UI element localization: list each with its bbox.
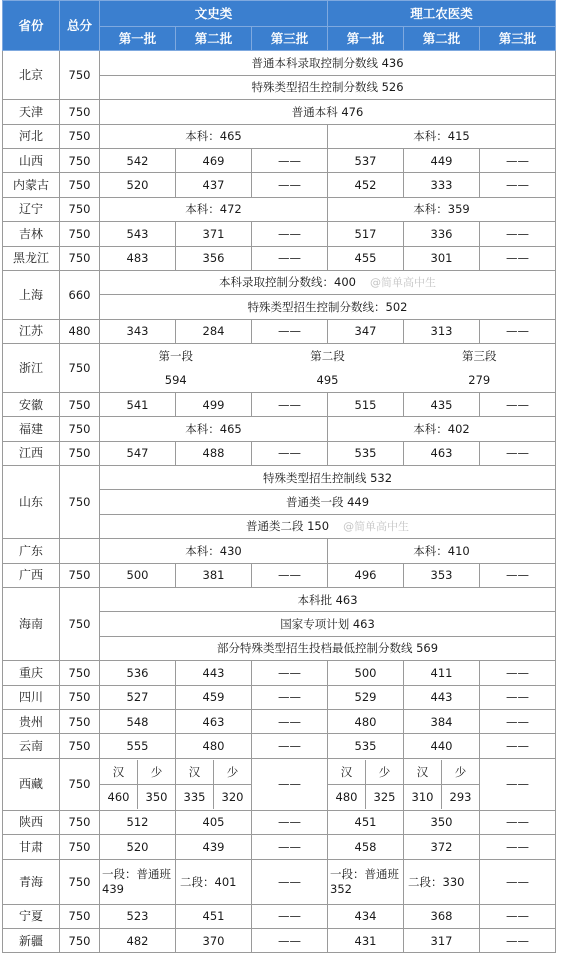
table-row: [3, 197, 556, 221]
score-shao: 350: [138, 784, 176, 808]
province-cell: 山东: [3, 466, 60, 539]
score-cell: 301: [404, 246, 480, 270]
table-row: [3, 758, 556, 810]
merged-cell: 部分特殊类型招生投档最低控制分数线 569: [100, 636, 556, 660]
total-cell: [60, 539, 100, 563]
table-row: [3, 222, 556, 246]
score-cell: 536: [100, 661, 176, 685]
score-cell: ——: [480, 904, 556, 928]
header-batch: 第一批: [100, 27, 176, 51]
province-cell: 云南: [3, 734, 60, 758]
score-cell: ——: [480, 319, 556, 343]
header-batch: 第一批: [328, 27, 404, 51]
segment-value: 594: [100, 368, 252, 392]
total-cell: 750: [60, 441, 100, 465]
segment-label: 第一段: [100, 344, 252, 368]
total-cell: 750: [60, 100, 100, 124]
table-row: [3, 539, 556, 563]
province-cell: 江西: [3, 441, 60, 465]
score-cell: 437: [176, 173, 252, 197]
total-cell: 750: [60, 417, 100, 441]
province-cell: 海南: [3, 587, 60, 660]
score-cell: 434: [328, 904, 404, 928]
merged-cell: 国家专项计划 463: [100, 612, 556, 636]
score-cell: ——: [480, 835, 556, 859]
total-cell: 750: [60, 734, 100, 758]
score-cell: 555: [100, 734, 176, 758]
total-cell: 750: [60, 709, 100, 733]
score-cell: 451: [328, 810, 404, 834]
merged-cell-text: 普通类二段 150: [245, 519, 330, 533]
province-cell: 福建: [3, 417, 60, 441]
table-row: [3, 148, 556, 172]
score-cell: ——: [480, 709, 556, 733]
score-cell: 333: [404, 173, 480, 197]
total-cell: 750: [60, 587, 100, 660]
score-cell: 443: [176, 661, 252, 685]
nested-cell: [176, 758, 252, 810]
total-cell: 750: [60, 466, 100, 539]
table-row: [3, 441, 556, 465]
score-cell: 435: [404, 392, 480, 416]
score-cell: ——: [480, 758, 556, 810]
score-cell: 443: [404, 685, 480, 709]
score-cell: 535: [328, 734, 404, 758]
score-cell: 543: [100, 222, 176, 246]
total-cell: 750: [60, 758, 100, 810]
score-cell: 496: [328, 563, 404, 587]
score-cell: ——: [252, 319, 328, 343]
header-total: 总分: [60, 1, 100, 51]
table-row: [3, 685, 556, 709]
score-cell: 284: [176, 319, 252, 343]
merged-cell: 本科：465: [100, 124, 328, 148]
score-shao: 320: [214, 784, 252, 808]
segment-label: 第二段: [252, 344, 404, 368]
table-row: [3, 417, 556, 441]
score-cell: 463: [176, 709, 252, 733]
table-row: [3, 709, 556, 733]
merged-cell: 本科：415: [328, 124, 556, 148]
total-cell: 750: [60, 344, 100, 393]
score-han: 460: [107, 789, 130, 804]
merged-cell: 特殊类型招生控制分数线 526: [100, 75, 556, 99]
table-header: [3, 1, 556, 51]
total-cell: 750: [60, 246, 100, 270]
score-cell: 452: [328, 173, 404, 197]
score-cell: 449: [404, 148, 480, 172]
score-cell: 343: [100, 319, 176, 343]
total-cell: 750: [60, 51, 100, 100]
header-group-li: 理工农医类: [328, 1, 556, 27]
score-cell: 527: [100, 685, 176, 709]
table-row: [3, 246, 556, 270]
watermark: @简单高中生: [369, 276, 436, 290]
score-cell: ——: [252, 246, 328, 270]
merged-cell: 本科：465: [100, 417, 328, 441]
province-cell: 辽宁: [3, 197, 60, 221]
total-cell: 480: [60, 319, 100, 343]
score-cell: ——: [252, 810, 328, 834]
segment-label: 第三段: [404, 344, 556, 368]
score-cell: ——: [480, 734, 556, 758]
table-row: [3, 319, 556, 343]
score-cell: ——: [252, 563, 328, 587]
table-row: [3, 928, 556, 952]
score-cell: 二段：401: [176, 859, 252, 904]
merged-cell: 本科：359: [328, 197, 556, 221]
score-cell: 500: [100, 563, 176, 587]
score-cell: 368: [404, 904, 480, 928]
merged-cell: 特殊类型招生控制线 532: [100, 466, 556, 490]
table-row: [3, 466, 556, 490]
score-cell: 480: [328, 709, 404, 733]
score-cell: 347: [328, 319, 404, 343]
admission-score-sheet: [2, 0, 555, 953]
score-han: 310: [411, 789, 434, 804]
total-cell: 750: [60, 859, 100, 904]
score-cell: ——: [252, 758, 328, 810]
score-cell: 370: [176, 928, 252, 952]
score-cell: 482: [100, 928, 176, 952]
score-cell: 455: [328, 246, 404, 270]
score-cell: 537: [328, 148, 404, 172]
province-cell: 江苏: [3, 319, 60, 343]
province-cell: 山西: [3, 148, 60, 172]
score-cell: 480: [176, 734, 252, 758]
merged-cell: [100, 514, 556, 538]
total-cell: 750: [60, 928, 100, 952]
merged-cell: 本科批 463: [100, 587, 556, 611]
total-cell: 750: [60, 810, 100, 834]
province-cell: 上海: [3, 270, 60, 319]
score-cell: 336: [404, 222, 480, 246]
total-cell: 750: [60, 222, 100, 246]
score-cell: 523: [100, 904, 176, 928]
score-table: [2, 0, 556, 953]
merged-cell: 本科：410: [328, 539, 556, 563]
score-cell: 512: [100, 810, 176, 834]
score-cell: 一段：普通班 352: [328, 859, 404, 904]
nested-table: [100, 760, 175, 809]
nested-cell: [100, 758, 176, 810]
province-cell: 重庆: [3, 661, 60, 685]
score-cell: 381: [176, 563, 252, 587]
total-cell: 750: [60, 661, 100, 685]
province-cell: 广东: [3, 539, 60, 563]
score-cell: 431: [328, 928, 404, 952]
score-cell: 520: [100, 173, 176, 197]
segment-value: 495: [252, 368, 404, 392]
label-han: 汉: [328, 760, 366, 784]
score-cell: 458: [328, 835, 404, 859]
score-cell: ——: [252, 859, 328, 904]
total-cell: 750: [60, 197, 100, 221]
score-cell: ——: [480, 392, 556, 416]
score-cell: ——: [480, 441, 556, 465]
score-cell: 350: [404, 810, 480, 834]
score-cell: ——: [252, 148, 328, 172]
score-cell: 384: [404, 709, 480, 733]
score-cell: 542: [100, 148, 176, 172]
label-shao: 少: [214, 760, 252, 784]
province-cell: 宁夏: [3, 904, 60, 928]
score-cell: 411: [404, 661, 480, 685]
province-cell: 西藏: [3, 758, 60, 810]
score-cell: 372: [404, 835, 480, 859]
table-row: [3, 344, 556, 368]
score-cell: 515: [328, 392, 404, 416]
score-cell: 529: [328, 685, 404, 709]
score-cell: ——: [252, 904, 328, 928]
merged-cell: 本科：430: [100, 539, 328, 563]
score-cell: ——: [252, 661, 328, 685]
province-cell: 北京: [3, 51, 60, 100]
table-row: [3, 734, 556, 758]
score-cell: 313: [404, 319, 480, 343]
header-group-wen: 文史类: [100, 1, 328, 27]
table-row: [3, 835, 556, 859]
table-row: [3, 124, 556, 148]
province-cell: 内蒙古: [3, 173, 60, 197]
score-cell: 317: [404, 928, 480, 952]
score-cell: 520: [100, 835, 176, 859]
score-cell: ——: [252, 441, 328, 465]
table-row: [3, 810, 556, 834]
score-cell: 499: [176, 392, 252, 416]
province-cell: 陕西: [3, 810, 60, 834]
nested-cell: [404, 758, 480, 810]
score-cell: 541: [100, 392, 176, 416]
total-cell: 660: [60, 270, 100, 319]
province-cell: 吉林: [3, 222, 60, 246]
score-cell: ——: [252, 392, 328, 416]
table-row: [3, 173, 556, 197]
merged-cell-text: 本科录取控制分数线：400: [219, 275, 356, 290]
score-cell: ——: [252, 928, 328, 952]
merged-cell: 本科：402: [328, 417, 556, 441]
score-cell: ——: [480, 222, 556, 246]
score-cell: ——: [252, 734, 328, 758]
score-cell: 353: [404, 563, 480, 587]
nested-table: [176, 760, 251, 809]
score-cell: 405: [176, 810, 252, 834]
score-cell: 535: [328, 441, 404, 465]
score-cell: 一段：普通班 439: [100, 859, 176, 904]
score-cell: ——: [480, 661, 556, 685]
score-cell: 440: [404, 734, 480, 758]
header-batch: 第三批: [252, 27, 328, 51]
province-cell: 天津: [3, 100, 60, 124]
score-cell: 356: [176, 246, 252, 270]
score-cell: ——: [480, 148, 556, 172]
table-row: [3, 270, 556, 294]
table-row: [3, 563, 556, 587]
nested-table: [328, 760, 403, 809]
merged-cell: 普通本科录取控制分数线 436: [100, 51, 556, 75]
score-cell: 548: [100, 709, 176, 733]
score-cell: ——: [480, 246, 556, 270]
score-cell: 439: [176, 835, 252, 859]
score-cell: ——: [480, 928, 556, 952]
header-province: 省份: [3, 1, 60, 51]
score-han: 480: [335, 789, 358, 804]
header-batch: 第三批: [480, 27, 556, 51]
score-shao: 325: [366, 784, 404, 808]
total-cell: 750: [60, 563, 100, 587]
merged-cell: 普通类一段 449: [100, 490, 556, 514]
score-cell: 547: [100, 441, 176, 465]
score-cell: ——: [252, 173, 328, 197]
score-cell: 469: [176, 148, 252, 172]
score-cell: ——: [252, 709, 328, 733]
province-cell: 河北: [3, 124, 60, 148]
watermark: @简单高中生: [343, 520, 410, 533]
score-cell: 500: [328, 661, 404, 685]
score-shao: 293: [442, 784, 480, 808]
merged-cell: [100, 270, 556, 294]
label-han: 汉: [176, 760, 214, 784]
label-shao: 少: [138, 760, 176, 784]
province-cell: 广西: [3, 563, 60, 587]
table-row: [3, 661, 556, 685]
score-cell: 459: [176, 685, 252, 709]
total-cell: 750: [60, 685, 100, 709]
table-row: [3, 904, 556, 928]
province-cell: 新疆: [3, 928, 60, 952]
label-han: 汉: [404, 760, 442, 784]
province-cell: 安徽: [3, 392, 60, 416]
score-cell: ——: [480, 859, 556, 904]
header-batch: 第二批: [404, 27, 480, 51]
table-row: [3, 587, 556, 611]
score-han: 335: [183, 789, 206, 804]
province-cell: 浙江: [3, 344, 60, 393]
header-batch: 第二批: [176, 27, 252, 51]
label-shao: 少: [442, 760, 480, 784]
score-cell: 371: [176, 222, 252, 246]
score-cell: ——: [252, 685, 328, 709]
segment-value: 279: [404, 368, 556, 392]
province-cell: 四川: [3, 685, 60, 709]
province-cell: 黑龙江: [3, 246, 60, 270]
table-row: [3, 100, 556, 124]
score-cell: 451: [176, 904, 252, 928]
total-cell: 750: [60, 124, 100, 148]
score-cell: 483: [100, 246, 176, 270]
merged-cell: 普通本科 476: [100, 100, 556, 124]
total-cell: 750: [60, 148, 100, 172]
total-cell: 750: [60, 904, 100, 928]
merged-cell: 特殊类型招生控制分数线：502: [100, 295, 556, 319]
score-cell: ——: [480, 563, 556, 587]
province-cell: 贵州: [3, 709, 60, 733]
score-cell: 463: [404, 441, 480, 465]
nested-cell: [328, 758, 404, 810]
total-cell: 750: [60, 835, 100, 859]
score-cell: ——: [480, 810, 556, 834]
score-cell: ——: [480, 173, 556, 197]
total-cell: 750: [60, 392, 100, 416]
province-cell: 甘肃: [3, 835, 60, 859]
table-row: [3, 51, 556, 75]
score-cell: 517: [328, 222, 404, 246]
label-shao: 少: [366, 760, 404, 784]
score-cell: ——: [252, 222, 328, 246]
table-row: [3, 859, 556, 904]
score-cell: 二段：330: [404, 859, 480, 904]
table-row: [3, 392, 556, 416]
score-cell: ——: [480, 685, 556, 709]
nested-table: [404, 760, 479, 809]
score-cell: 488: [176, 441, 252, 465]
merged-cell: 本科：472: [100, 197, 328, 221]
score-cell: ——: [252, 835, 328, 859]
total-cell: 750: [60, 173, 100, 197]
province-cell: 青海: [3, 859, 60, 904]
label-han: 汉: [100, 760, 138, 784]
